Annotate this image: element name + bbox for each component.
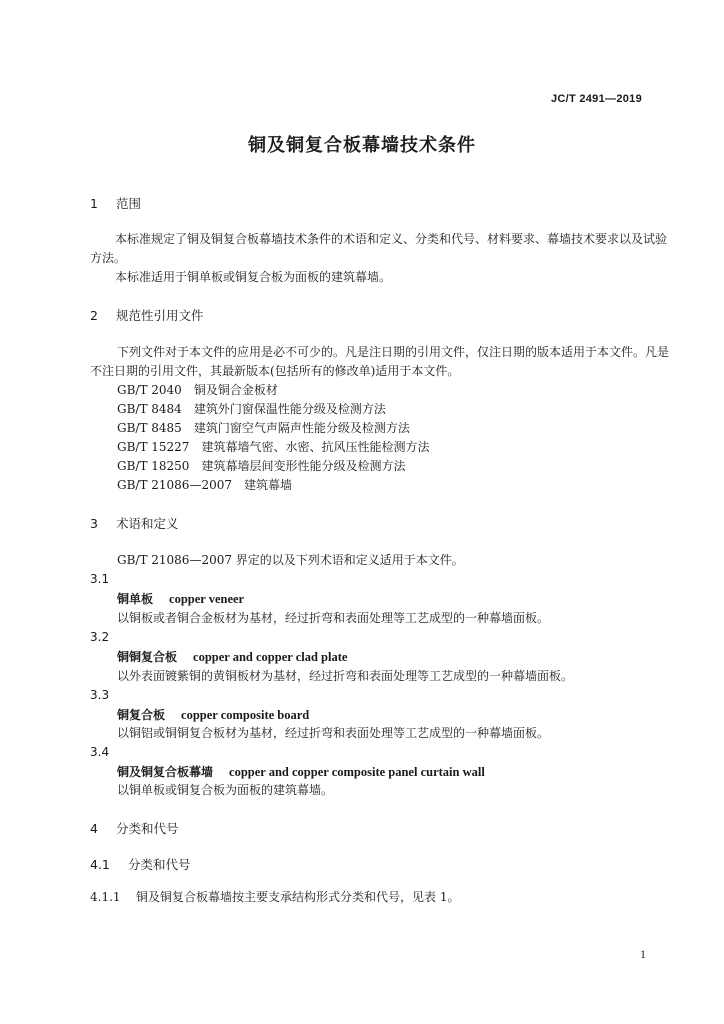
reference-title: 铜及铜合金板材 bbox=[193, 383, 278, 397]
section-title: 分类和代号 bbox=[116, 821, 179, 836]
term-en: copper composite board bbox=[181, 708, 310, 722]
reference-title: 建筑幕墙气密、水密、抗风压性能检测方法 bbox=[201, 440, 430, 454]
reference-code: GB/T 18250 bbox=[117, 459, 190, 473]
section-number: 1 bbox=[90, 196, 98, 211]
reference-title: 建筑外门窗保温性能分级及检测方法 bbox=[193, 402, 386, 416]
reference-title: 建筑幕墙层间变形性能分级及检测方法 bbox=[201, 459, 406, 473]
clause-number: 4.1.1 bbox=[90, 890, 121, 904]
section-3-intro: GB/T 21086—2007 界定的以及下列术语和定义适用于本文件。 bbox=[117, 553, 464, 567]
reference-code: GB/T 21086—2007 bbox=[117, 478, 232, 492]
section-number: 3 bbox=[90, 516, 98, 531]
term-cn: 铜复合板 bbox=[117, 708, 166, 722]
section-2-paragraph-1: 下列文件对于本文件的应用是必不可少的。凡是注日期的引用文件，仅注日期的版本适用于本文件。凡是不注日期的引用文件，其最新版本(包括所有的修改单)适用于本文件。 bbox=[90, 345, 670, 378]
term-number: 3.1 bbox=[90, 572, 110, 586]
section-title: 术语和定义 bbox=[116, 516, 179, 531]
reference-item bbox=[117, 419, 410, 436]
term-definition: 以铜单板或铜复合板为面板的建筑幕墙。 bbox=[117, 783, 334, 797]
term-cn: 铜单板 bbox=[117, 592, 154, 606]
section-1-paragraph-1: 本标准规定了铜及铜复合板幕墙技术条件的术语和定义、分类和代号、材料要求、幕墙技术要求以及试验方法。 bbox=[90, 232, 668, 265]
reference-item bbox=[117, 457, 405, 474]
term-number: 3.2 bbox=[90, 630, 110, 644]
term-cn: 铜及铜复合板幕墙 bbox=[117, 765, 214, 779]
term-en: copper and copper composite panel curtain wall bbox=[229, 765, 485, 779]
reference-title: 建筑幕墙 bbox=[243, 478, 292, 492]
section-3-heading bbox=[90, 514, 179, 532]
term-definition: 以铜板或者铜合金板材为基材，经过折弯和表面处理等工艺成型的一种幕墙面板。 bbox=[117, 611, 550, 625]
reference-item bbox=[117, 400, 386, 417]
term-cn: 铜铜复合板 bbox=[117, 650, 178, 664]
term-en: copper and copper clad plate bbox=[193, 650, 348, 664]
document-title: 铜及铜复合板幕墙技术条件 bbox=[248, 135, 476, 156]
standard-code: JC/T 2491—2019 bbox=[550, 93, 642, 105]
term-heading bbox=[117, 590, 244, 607]
clause-4-1-1 bbox=[90, 888, 459, 905]
section-4-heading bbox=[90, 819, 179, 837]
reference-code: GB/T 8484 bbox=[117, 402, 182, 416]
term-heading bbox=[117, 648, 347, 665]
term-number: 3.3 bbox=[90, 688, 110, 702]
reference-code: GB/T 15227 bbox=[117, 440, 190, 454]
term-heading bbox=[117, 763, 485, 780]
term-definition: 以铜铝或铜铜复合板材为基材，经过折弯和表面处理等工艺成型的一种幕墙面板。 bbox=[117, 726, 550, 740]
term-heading bbox=[117, 706, 309, 723]
section-number: 4 bbox=[90, 821, 98, 836]
reference-code: GB/T 8485 bbox=[117, 421, 182, 435]
term-number: 3.4 bbox=[90, 745, 110, 759]
section-number: 2 bbox=[90, 308, 98, 323]
reference-item bbox=[117, 476, 292, 493]
section-title: 范围 bbox=[116, 196, 142, 211]
reference-code: GB/T 2040 bbox=[117, 383, 182, 397]
clause-text: 铜及铜复合板幕墙按主要支承结构形式分类和代号，见表 1。 bbox=[136, 890, 460, 904]
page-number: 1 bbox=[640, 947, 646, 961]
reference-title: 建筑门窗空气声隔声性能分级及检测方法 bbox=[193, 421, 410, 435]
term-definition: 以外表面镀紫铜的黄铜板材为基材，经过折弯和表面处理等工艺成型的一种幕墙面板。 bbox=[117, 669, 574, 683]
subsection-title: 分类和代号 bbox=[128, 857, 191, 872]
subsection-number: 4.1 bbox=[90, 857, 110, 872]
term-en: copper veneer bbox=[169, 592, 245, 606]
subsection-4-1-heading bbox=[90, 855, 191, 873]
section-2-heading bbox=[90, 306, 204, 324]
section-1-heading bbox=[90, 194, 141, 212]
reference-item bbox=[117, 438, 429, 455]
reference-item bbox=[117, 381, 278, 398]
section-1-paragraph-2: 本标准适用于铜单板或铜复合板为面板的建筑幕墙。 bbox=[115, 270, 392, 284]
section-title: 规范性引用文件 bbox=[116, 308, 204, 323]
